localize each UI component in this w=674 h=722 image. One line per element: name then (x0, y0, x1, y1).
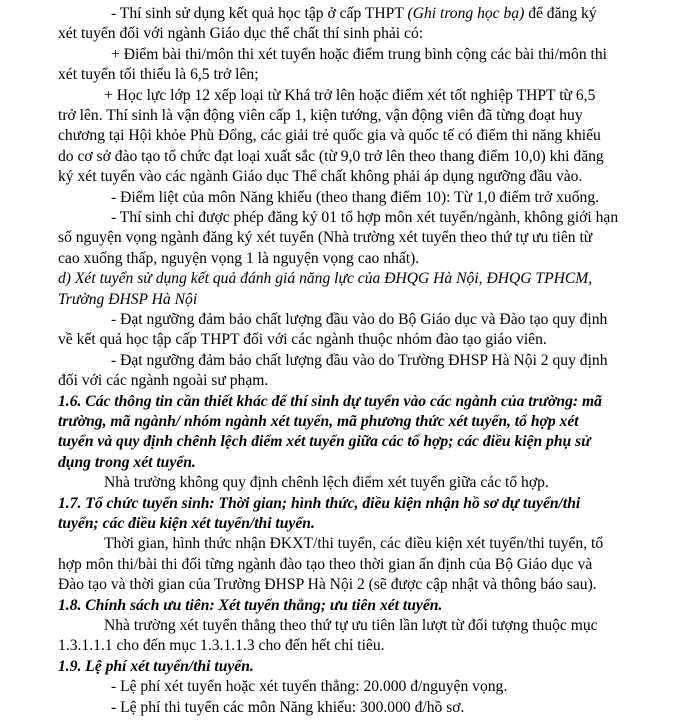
section-heading: 1.8. Chính sách ưu tiên: Xét tuyển thẳng; ưu tiên xét tuyển. (58, 596, 443, 614)
text-line: - Thí sinh sử dụng kết quả học tập ở cấp THPT (Ghi trong học bạ) để đăng ký (111, 5, 597, 22)
section-heading: trường, mã ngành/ nhóm ngành xét tuyển, mã phương thức xét tuyển, tổ hợp xét (58, 413, 579, 430)
text-line: số nguyện vọng ngành đăng ký xét tuyển (Nhà trường xét tuyển theo thứ tự ưu tiên từ (58, 229, 593, 247)
subsection-heading: d) Xét tuyển sử dụng kết quả đánh giá năng lực của ĐHQG Hà Nội, ĐHQG TPHCM, (58, 270, 593, 288)
text-line: - Đạt ngưỡng đảm bảo chất lượng đầu vào do Trường ĐHSP Hà Nội 2 quy định (111, 351, 608, 369)
section-heading: 1.6. Các thông tin cần thiết khác để thí sinh dự tuyển vào các ngành của trường: mã (58, 392, 602, 410)
text-line: đối với các ngành ngoài sư phạm. (58, 372, 269, 390)
text-line: Đào tạo và thời gian của Trường ĐHSP Hà Nội 2 (sẽ được cập nhật và thông báo sau). (58, 576, 597, 594)
text-line: - Điểm liệt của môn Năng khiếu (theo thang điểm 10): Từ 1,0 điểm trở xuống. (111, 188, 600, 206)
section-heading: 1.7. Tổ chức tuyển sinh: Thời gian; hình thức, điều kiện nhận hồ sơ dự tuyển/thi (58, 494, 581, 512)
text-line: chương tại Hội khỏe Phù Đổng, các giải trẻ quốc gia và quốc tế có điểm thi năng khiếu (58, 127, 601, 145)
text-line: trở lên. Thí sinh là vận động viên cấp 1, kiện tướng, vận động viên đã từng đoạt huy (58, 107, 583, 124)
text-line: - Lệ phí xét tuyển hoặc xét tuyển thẳng: 20.000 đ/nguyện vọng. (111, 678, 508, 696)
text-line: - Lệ phí thi tuyển các môn Năng khiếu: 300.000 đ/hồ sơ. (111, 698, 465, 716)
text-line: hợp môn thi/bài thi đối từng ngành đào tạo theo thời gian ấn định của Bộ Giáo dục và (58, 555, 593, 573)
text-line: Nhà trường xét tuyển thẳng theo thứ tự ưu tiên lần lượt từ đối tượng thuộc mục (104, 617, 598, 634)
text-line: xét tuyển tối thiểu là 6,5 trở lên; (58, 66, 259, 84)
text-line: Nhà trường không quy định chênh lệch điểm xét tuyển giữa các tổ hợp. (104, 474, 549, 492)
text-line: về kết quả học tập cấp THPT đối với các ngành thuộc nhóm đào tạo giáo viên. (58, 331, 547, 349)
text-line: - Đạt ngưỡng đảm bảo chất lượng đầu vào do Bộ Giáo dục và Đào tạo quy định (111, 311, 608, 328)
text-line: + Học lực lớp 12 xếp loại từ Khá trở lên hoặc điểm xét tốt nghiệp THPT từ 6,5 (104, 86, 596, 104)
text-line: Thời gian, hình thức nhận ĐKXT/thi tuyển, các điều kiện xét tuyển/thi tuyển, tổ (104, 535, 604, 553)
text-line: ký xét tuyển vào các ngành Giáo dục Thể chất không phải áp dụng ngưỡng đầu vào. (58, 168, 583, 186)
text-line: 1.3.1.1.1 cho đến mục 1.3.1.1.3 cho đến hết chỉ tiêu. (58, 637, 385, 655)
text-line: + Điểm bài thi/môn thi xét tuyển hoặc điểm trung bình cộng các bài thi/môn thi (111, 45, 608, 63)
subsection-heading: Trường ĐHSP Hà Nội (58, 290, 198, 308)
section-heading: 1.9. Lệ phí xét tuyển/thi tuyển. (58, 657, 254, 675)
section-heading: tuyển; các điều kiện xét tuyển/thi tuyển. (58, 515, 315, 532)
italic-note: (Ghi trong học bạ) (407, 5, 525, 22)
text-line: - Thí sinh chỉ được phép đăng ký 01 tổ hợp môn xét tuyển/ngành, không giới hạn (111, 209, 619, 226)
text-line: xét tuyển đối với ngành Giáo dục thể chất thí sinh phải có: (58, 25, 424, 43)
section-heading: dụng trong xét tuyển. (58, 453, 196, 471)
text-line: do cơ sở đào tạo tổ chức đạt loại xuất sắc (từ 9,0 trở lên theo thang điểm 10,0) khi đăng (58, 147, 604, 165)
text-line: cao xuống thấp, nguyện vọng 1 là nguyện vọng cao nhất). (58, 249, 420, 267)
section-heading: tuyển và quy định chênh lệch điểm xét tuyển giữa các tổ hợp; các điều kiện phụ sử (58, 433, 591, 451)
